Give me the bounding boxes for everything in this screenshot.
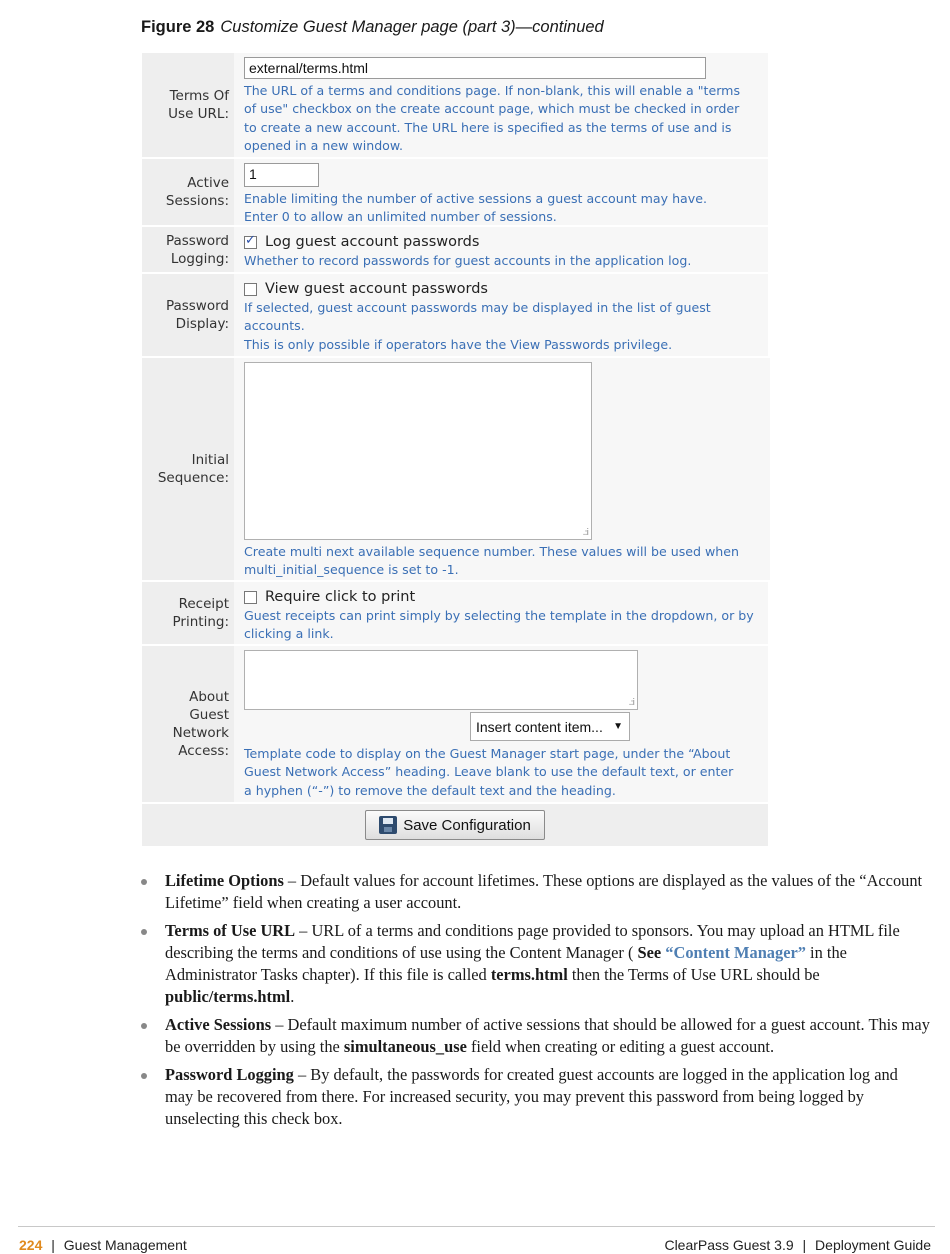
checkbox-unchecked-icon[interactable]	[244, 283, 257, 296]
checkbox-checked-icon[interactable]	[244, 236, 257, 249]
receipt-printing-label: Receipt Printing:	[142, 582, 234, 644]
footer-left	[19, 1237, 187, 1253]
bullet-icon	[141, 929, 147, 935]
bullet-text: .	[290, 987, 295, 1006]
view-passwords-checkbox[interactable]	[244, 279, 762, 299]
bullet-term: Password Logging	[165, 1065, 294, 1084]
guest-manager-form	[142, 53, 768, 846]
filename-text: public/terms.html	[165, 987, 291, 1006]
about-guest-access-help: Template code to display on the Guest Manager start page, under the “About Guest Network Access” heading. Leave blank to use the default text, or enter a hyphen (“-”) to remove the default text and the heading.	[244, 746, 734, 798]
active-sessions-label: Active Sessions:	[142, 159, 234, 225]
terms-of-use-row	[142, 53, 768, 157]
resize-grip-icon[interactable]: .:i	[582, 528, 588, 538]
password-logging-label: Password Logging:	[142, 227, 234, 272]
field-name-text: simultaneous_use	[343, 1037, 467, 1056]
terms-of-use-help: The URL of a terms and conditions page. If non-blank, this will enable a "terms of use" checkbox on the create account page, which must be checked in order to create a new account. The URL here is specified as the terms of use and is opened in a new window.	[244, 83, 741, 154]
bullet-text: – By default, the passwords for created guest accounts are logged in the application log and may be recovered from there. For increased security, you may prevent this password from being logged by unselecting this check box.	[165, 1065, 898, 1128]
bullet-term: Terms of Use URL	[165, 921, 296, 940]
require-click-checkbox[interactable]	[244, 587, 762, 607]
list-item	[140, 920, 930, 1008]
figure-number: Figure 28	[141, 18, 215, 36]
bullet-list	[140, 870, 930, 1136]
receipt-printing-row	[142, 582, 768, 644]
list-item	[140, 1064, 930, 1130]
initial-sequence-row	[142, 358, 768, 580]
password-display-help-2: This is only possible if operators have the View Passwords privilege.	[244, 336, 673, 352]
bullet-term: Active Sessions	[165, 1015, 272, 1034]
log-passwords-checkbox-label: Log guest account passwords	[265, 234, 480, 250]
require-click-checkbox-label: Require click to print	[265, 589, 416, 605]
save-configuration-button[interactable]	[365, 810, 545, 840]
footer-divider	[18, 1226, 935, 1227]
bullet-icon	[141, 1023, 147, 1029]
about-guest-access-label: About Guest Network Access:	[142, 646, 234, 802]
active-sessions-help-2: Enter 0 to allow an unlimited number of sessions.	[244, 209, 557, 225]
password-display-help-1: If selected, guest account passwords may be displayed in the list of guest accounts.	[244, 300, 711, 334]
bullet-icon	[141, 1073, 147, 1079]
insert-content-item-dropdown[interactable]	[470, 712, 630, 741]
bullet-text: then the Terms of Use URL should be	[567, 965, 820, 984]
password-display-label: Password Display:	[142, 274, 234, 356]
password-logging-help: Whether to record passwords for guest accounts in the application log.	[244, 253, 692, 268]
footer-right	[664, 1237, 931, 1253]
terms-of-use-url-input[interactable]: external/terms.html	[244, 57, 706, 79]
footer-product: ClearPass Guest 3.9	[664, 1237, 794, 1253]
checkbox-unchecked-icon[interactable]	[244, 591, 257, 604]
bullet-term: Lifetime Options	[165, 871, 284, 890]
insert-content-item-value: Insert content item...	[476, 718, 603, 735]
bullet-icon	[141, 879, 147, 885]
bullet-text: – Default maximum number of active sessions that should be allowed for a guest account. This may be overridden by using the	[165, 1015, 930, 1056]
log-passwords-checkbox[interactable]	[244, 232, 762, 252]
save-bar	[142, 804, 768, 846]
filename-text: terms.html	[490, 965, 568, 984]
terms-of-use-label: Terms Of Use URL:	[142, 53, 234, 157]
resize-grip-icon[interactable]: .:i	[628, 698, 634, 708]
initial-sequence-help: Create multi next available sequence number. These values will be used when multi_initial_sequence is set to -1.	[244, 544, 740, 578]
list-item	[140, 870, 930, 914]
dropdown-arrow-icon[interactable]: ▼	[613, 721, 623, 732]
footer-separator: |	[51, 1237, 55, 1253]
figure-title: Customize Guest Manager page (part 3)—continued	[220, 18, 604, 36]
bullet-text: – Default values for account lifetimes. These options are displayed as the values of the “Account Lifetime” field when creating a user account.	[165, 871, 923, 912]
initial-sequence-label: Initial Sequence:	[142, 358, 234, 580]
page-number: 224	[19, 1237, 43, 1253]
bullet-text: – URL of a terms and conditions page provided to sponsors. You may upload an HTML file describing the terms and conditions of use using the Content Manager (	[165, 921, 900, 962]
password-logging-row	[142, 227, 768, 272]
footer-doc: Deployment Guide	[815, 1237, 931, 1253]
initial-sequence-textarea[interactable]	[244, 362, 592, 540]
footer-separator: |	[802, 1237, 807, 1253]
about-guest-access-textarea[interactable]	[244, 650, 638, 710]
active-sessions-help-1: Enable limiting the number of active sessions a guest account may have.	[244, 191, 707, 206]
save-configuration-label: Save Configuration	[403, 816, 531, 834]
figure-caption	[141, 18, 604, 37]
receipt-printing-help: Guest receipts can print simply by selecting the template in the dropdown, or by clicking a link.	[244, 608, 754, 642]
view-passwords-checkbox-label: View guest account passwords	[265, 281, 488, 297]
save-disk-icon	[379, 816, 397, 834]
active-sessions-row	[142, 159, 768, 225]
bullet-text: field when creating or editing a guest account.	[466, 1037, 775, 1056]
password-display-row	[142, 274, 768, 356]
list-item	[140, 1014, 930, 1058]
active-sessions-input[interactable]: 1	[244, 163, 319, 187]
about-guest-access-row	[142, 646, 768, 802]
bullet-text: in the Administrator Tasks chapter). If this file is called	[165, 943, 847, 984]
see-text: See	[637, 943, 662, 962]
footer-section: Guest Management	[63, 1237, 187, 1253]
content-manager-link[interactable]: “Content Manager”	[665, 943, 806, 962]
